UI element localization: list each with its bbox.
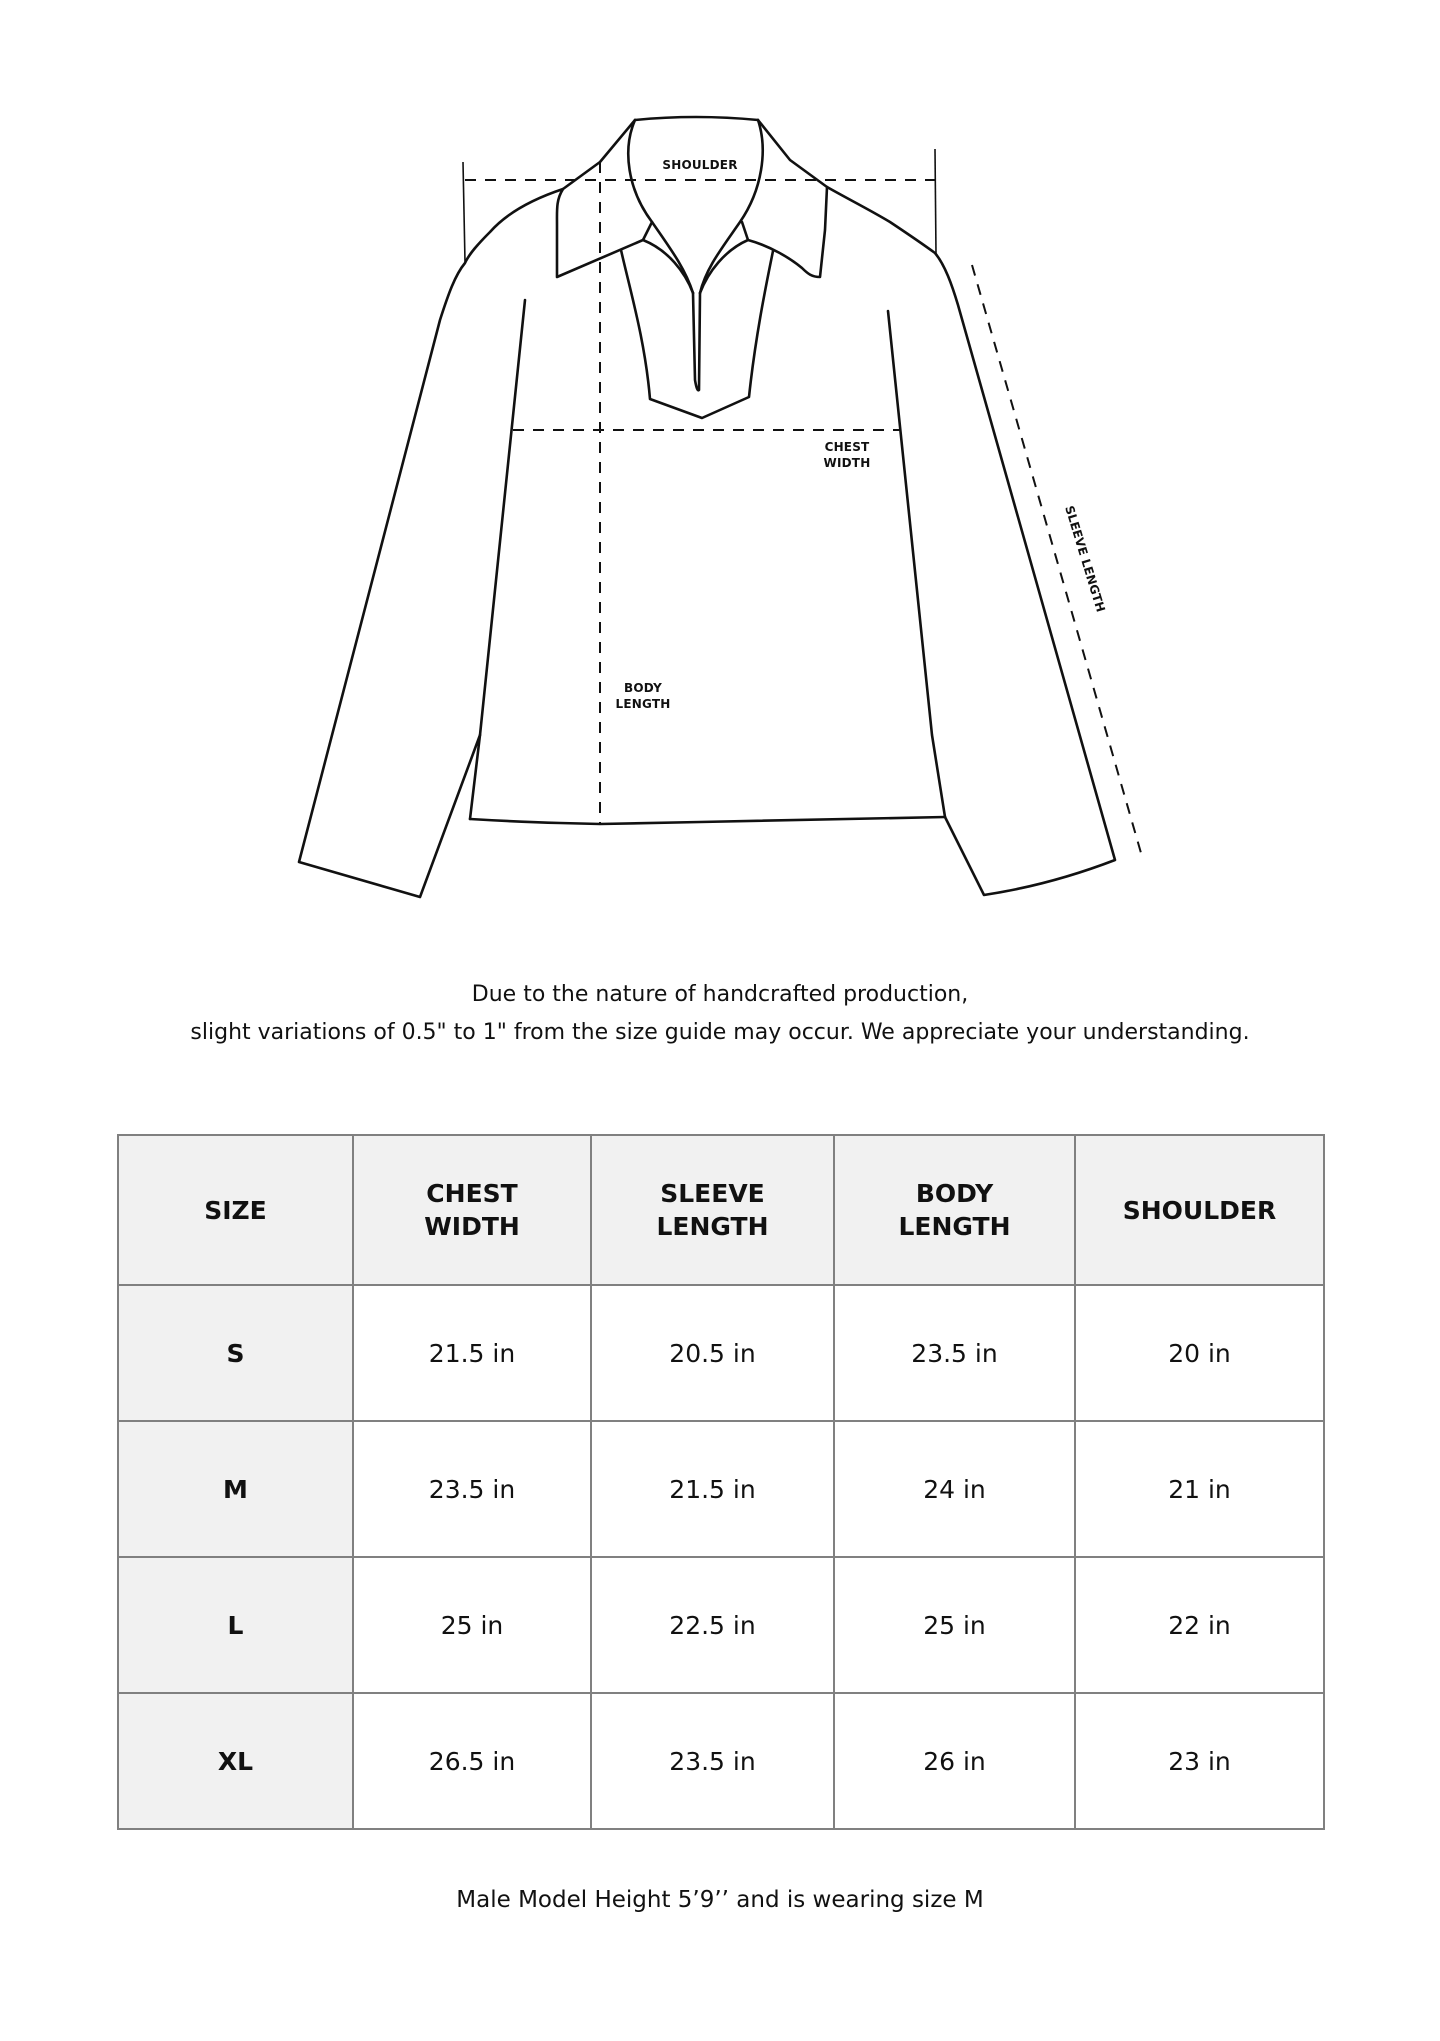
sleeve-length-cell: 21.5 in [591,1421,834,1557]
body-label-line2: LENGTH [615,697,671,711]
header-chest-width [353,1135,591,1285]
sleeve-length-cell: 22.5 in [591,1557,834,1693]
size-cell: XL [118,1693,353,1829]
left-sleeve-outline [299,189,563,897]
header-sleeve-line1: SLEEVE [660,1179,765,1208]
sleeve-length-dashed-line [972,265,1141,853]
body-length-cell: 23.5 in [834,1285,1075,1421]
body-length-cell: 25 in [834,1557,1075,1693]
chest-label-line1: CHEST [824,440,870,454]
shoulder-cell: 20 in [1075,1285,1324,1421]
size-cell: S [118,1285,353,1421]
size-cell: M [118,1421,353,1557]
header-chest-line1: CHEST [426,1179,518,1208]
collar-left-lapel [643,240,693,293]
body-length-label [603,680,683,712]
header-size [118,1135,353,1285]
header-shoulder [1075,1135,1324,1285]
size-chart-table [117,1134,1325,1830]
size-cell: L [118,1557,353,1693]
placket [621,250,773,418]
chest-width-cell: 21.5 in [353,1285,591,1421]
collar-right-lapel [700,240,748,293]
sleeve-length-label: SLEEVE LENGTH [1062,504,1108,614]
header-shoulder-label: SHOULDER [1122,1195,1277,1225]
body-length-cell: 26 in [834,1693,1075,1829]
chest-label-line2: WIDTH [823,456,871,470]
collar-right [748,120,827,277]
chest-width-cell: 23.5 in [353,1421,591,1557]
body-length-cell: 24 in [834,1421,1075,1557]
table-row [118,1557,1324,1693]
collar-right-stand [742,222,748,240]
shoulder-cell: 21 in [1075,1421,1324,1557]
header-chest-line2: WIDTH [424,1212,520,1241]
sleeve-length-cell: 23.5 in [591,1693,834,1829]
chest-width-label [807,439,887,471]
header-sleeve-line2: LENGTH [656,1212,769,1241]
disclaimer-line-1: Due to the nature of handcrafted production, [471,982,969,1007]
shoulder-mark-left [463,162,465,262]
shoulder-cell: 23 in [1075,1693,1324,1829]
collar-left [557,120,643,277]
table-row [118,1285,1324,1421]
neck-left-curve [628,120,693,293]
header-body-line2: LENGTH [898,1212,1011,1241]
chest-width-cell: 26.5 in [353,1693,591,1829]
garment-measurement-diagram [0,0,1440,960]
shoulder-cell: 22 in [1075,1557,1324,1693]
body-label-line1: BODY [624,681,662,695]
neck-right-curve [700,120,763,293]
table-row [118,1421,1324,1557]
header-size-label: SIZE [204,1195,267,1225]
sleeve-length-cell: 20.5 in [591,1285,834,1421]
model-size-note: Male Model Height 5’9’’ and is wearing size M [456,1887,984,1913]
table-row [118,1693,1324,1829]
header-sleeve-length [591,1135,834,1285]
chest-width-cell: 25 in [353,1557,591,1693]
disclaimer-line-2: slight variations of 0.5" to 1" from the size guide may occur. We appreciate your understanding. [190,1020,1250,1045]
shoulder-label: SHOULDER [662,158,738,172]
header-body-length [834,1135,1075,1285]
shoulder-mark-right [935,149,936,254]
table-header-row [118,1135,1324,1285]
header-body-line1: BODY [915,1179,994,1208]
collar-left-stand [643,222,652,240]
left-body-seam [470,300,525,819]
collar-back [635,117,758,120]
right-body-seam [888,311,945,817]
hem [470,817,945,824]
placket-slit [693,293,700,390]
